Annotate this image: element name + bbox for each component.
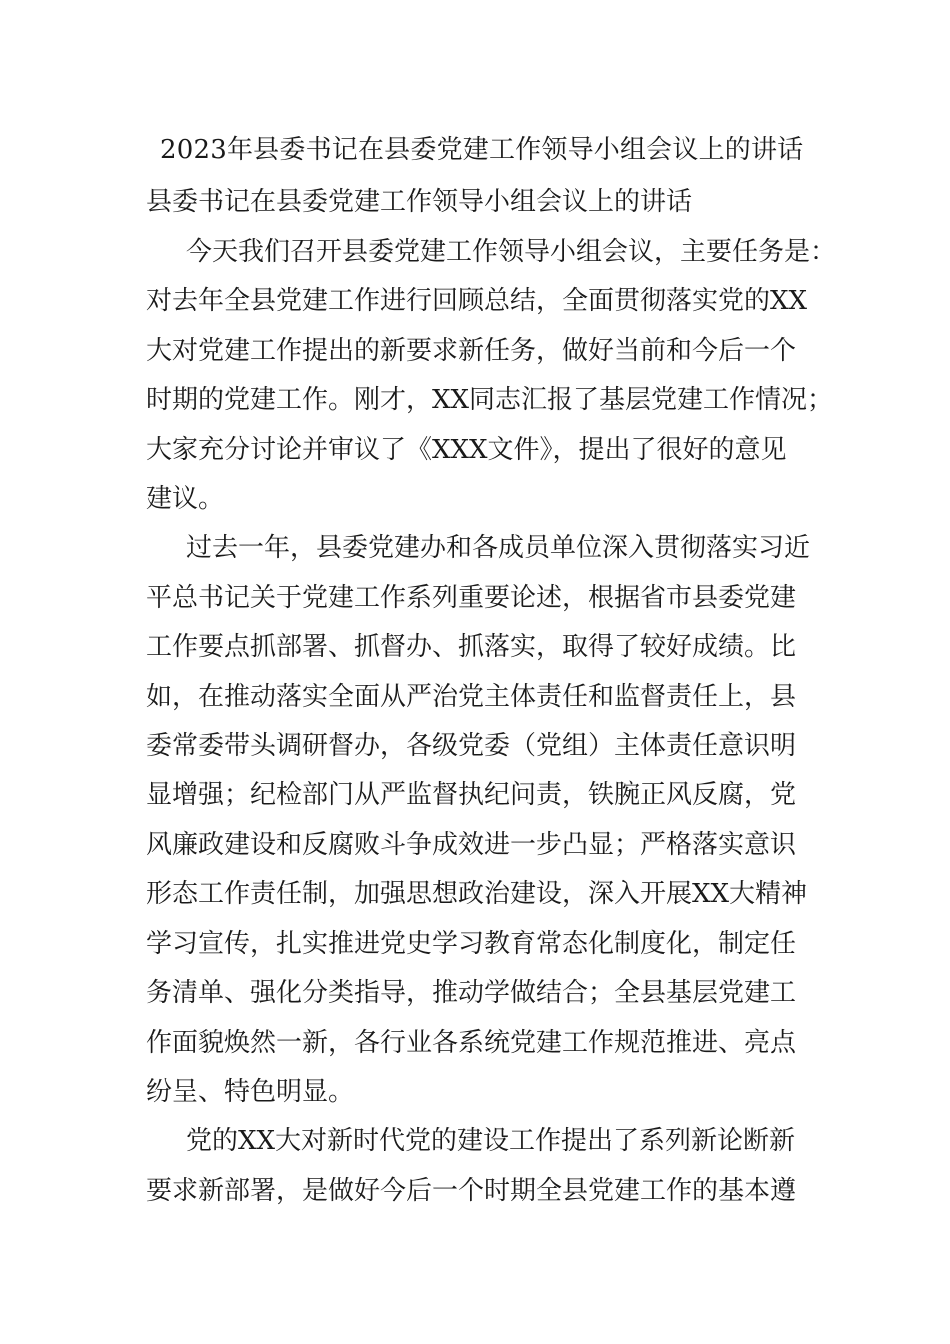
text-line: 纷呈、特色明显。 [146, 1076, 355, 1107]
text-line: 今天我们召开县委党建工作领导小组会议，主要任务是： [186, 237, 837, 267]
text-line: 平总书记关于党建工作系列重要论述，根据省市县委党建 [146, 582, 797, 613]
paragraph-2 [146, 524, 826, 1117]
text-line: 党的XX大对新时代党的建设工作提出了系列新论断新 [186, 1126, 796, 1157]
text-line: 委常委带头调研督办，各级党委（党组）主体责任意识明 [146, 731, 797, 762]
paragraph-3 [146, 1117, 826, 1216]
document-title: 2023年县委书记在县委党建工作领导小组会议上的讲话 [160, 135, 804, 165]
document-body [146, 228, 837, 1216]
text-line: 时期的党建工作。刚才，XX同志汇报了基层党建工作情况； [146, 385, 834, 416]
text-line: 形态工作责任制，加强思想政治建设，深入开展XX大精神 [146, 879, 808, 910]
text-line: 过去一年，县委党建办和各成员单位深入贯彻落实习近 [186, 533, 811, 564]
text-line: 大对党建工作提出的新要求新任务，做好当前和今后一个 [146, 335, 797, 366]
text-line: 作面貌焕然一新，各行业各系统党建工作规范推进、亮点 [146, 1027, 797, 1058]
text-line: 学习宣传，扎实推进党史学习教育常态化制度化，制定任 [146, 928, 797, 959]
text-line: 大家充分讨论并审议了《XXX文件》，提出了很好的意见 [146, 434, 787, 465]
text-line: 显增强；纪检部门从严监督执纪问责，铁腕正风反腐，党 [146, 780, 797, 811]
text-line: 要求新部署，是做好今后一个时期全县党建工作的基本遵 [146, 1175, 797, 1206]
text-line: 风廉政建设和反腐败斗争成效进一步凸显；严格落实意识 [146, 829, 797, 860]
text-line: 如，在推动落实全面从严治党主体责任和监督责任上，县 [146, 681, 797, 712]
text-line: 务清单、强化分类指导，推动学做结合；全县基层党建工 [146, 978, 797, 1009]
paragraph-1 [146, 228, 837, 524]
document-subtitle: 县委书记在县委党建工作领导小组会议上的讲话 [146, 187, 693, 217]
text-line: 对去年全县党建工作进行回顾总结，全面贯彻落实党的XX [146, 286, 808, 317]
text-line: 建议。 [146, 484, 225, 515]
text-line: 工作要点抓部署、抓督办、抓落实，取得了较好成绩。比 [146, 632, 797, 663]
